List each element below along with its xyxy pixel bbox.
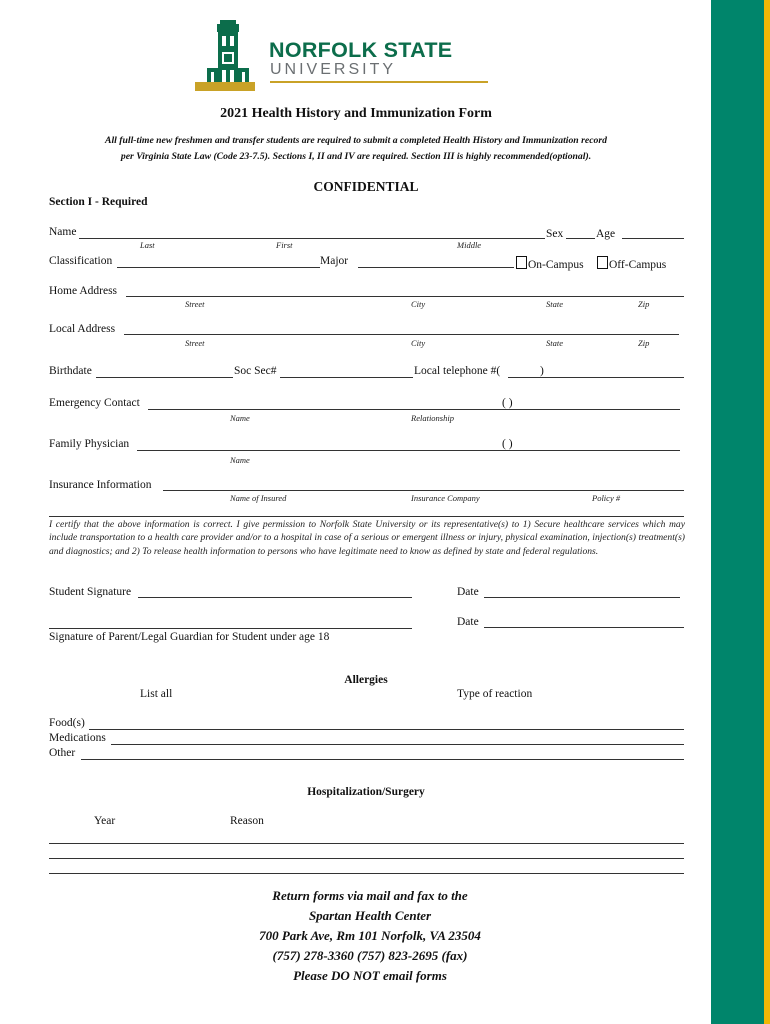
local-telephone-label: Local telephone #( [414, 365, 501, 377]
emergency-contact-field[interactable] [148, 409, 502, 410]
physician-phone-parens: ( ) [502, 438, 513, 450]
allergies-heading: Allergies [344, 674, 388, 686]
major-label: Major [320, 255, 349, 267]
local-street-sub: Street [185, 338, 205, 348]
emergency-phone-field[interactable] [502, 409, 680, 410]
intro-line-1: All full-time new freshmen and transfer students are required to submit a completed Health History and Immunization record [105, 135, 607, 146]
return-line-3: 700 Park Ave, Rm 101 Norfolk, VA 23504 [259, 928, 481, 943]
logo-gold-rule [270, 81, 488, 83]
on-campus-checkbox[interactable] [516, 256, 527, 269]
sex-label: Sex [546, 228, 564, 240]
student-signature-field[interactable] [138, 597, 412, 598]
physician-phone-field[interactable] [502, 450, 680, 451]
certify-divider [49, 516, 684, 517]
name-of-insured-sub: Name of Insured [230, 493, 287, 503]
birthdate-field[interactable] [96, 377, 233, 378]
home-state-sub: State [546, 299, 563, 309]
family-physician-field[interactable] [137, 450, 502, 451]
student-date-label: Date [457, 586, 479, 598]
policy-sub: Policy # [592, 493, 621, 503]
relationship-sub: Relationship [411, 413, 454, 423]
intro-line-2: per Virginia State Law (Code 23-7.5). Sections I, II and IV are required. Section III is highly recommended(optional). [120, 151, 592, 162]
off-campus-option[interactable] [597, 256, 666, 272]
age-field[interactable] [622, 238, 684, 239]
medications-field[interactable] [111, 744, 684, 745]
type-of-reaction-label: Type of reaction [457, 688, 533, 700]
middle-sub: Middle [457, 240, 482, 250]
logo-line1: NORFOLK STATE [269, 38, 453, 62]
parent-date-field[interactable] [484, 627, 684, 628]
local-city-sub: City [411, 338, 426, 348]
foods-field[interactable] [89, 729, 684, 730]
home-address-label: Home Address [49, 285, 118, 297]
sex-field[interactable] [566, 238, 595, 239]
insurance-company-sub: Insurance Company [411, 493, 480, 503]
local-address-field[interactable] [124, 334, 679, 335]
last-sub: Last [140, 240, 155, 250]
other-label: Other [49, 747, 76, 759]
section-1-heading: Section I - Required [49, 196, 148, 208]
list-all-label: List all [140, 688, 173, 700]
form-title: 2021 Health History and Immunization Form [220, 106, 492, 121]
soc-sec-label: Soc Sec# [234, 365, 277, 377]
parent-date-label: Date [457, 616, 479, 628]
age-label: Age [596, 228, 616, 240]
major-field[interactable] [358, 267, 514, 268]
emergency-name-sub: Name [230, 413, 250, 423]
hospitalization-line-3[interactable] [49, 873, 684, 874]
medications-label: Medications [49, 732, 106, 744]
name-field[interactable] [79, 238, 545, 239]
return-line-2: Spartan Health Center [308, 908, 432, 923]
insurance-information-label: Insurance Information [49, 479, 152, 491]
hospitalization-line-1[interactable] [49, 843, 684, 844]
home-city-sub: City [411, 299, 426, 309]
local-zip-sub: Zip [638, 338, 650, 348]
year-label: Year [94, 815, 116, 827]
local-telephone-close: ) [540, 365, 544, 377]
first-sub: First [276, 240, 293, 250]
insurance-field[interactable] [163, 490, 684, 491]
on-campus-label: On-Campus [528, 259, 584, 271]
local-state-sub: State [546, 338, 563, 348]
side-stripe-green [711, 0, 764, 1024]
logo-line2: UNIVERSITY [270, 61, 397, 78]
certify-paragraph: I certify that the above information is correct. I give permission to Norfolk State University or its representative(s) to 1) Secure healthcare services which may include transportation to a health care provider and/or to a hospital in case of a serious or emergent illness or injury, physical examination, injection(s) treatment(s) and diagnostics; and 2) To release health information to persons who have legitimate need to know as defined by state and federal regulations. [49, 519, 685, 557]
nsu-logo [191, 20, 491, 96]
other-field[interactable] [81, 759, 684, 760]
classification-label: Classification [49, 255, 113, 267]
home-street-sub: Street [185, 299, 205, 309]
student-date-field[interactable] [484, 597, 680, 598]
local-telephone-field[interactable] [508, 377, 684, 378]
tower-logo-icon [191, 20, 261, 96]
hospitalization-heading: Hospitalization/Surgery [307, 786, 425, 798]
name-label: Name [49, 226, 77, 238]
off-campus-label: Off-Campus [609, 259, 667, 271]
birthdate-label: Birthdate [49, 365, 92, 377]
off-campus-checkbox[interactable] [597, 256, 608, 269]
confidential-label: CONFIDENTIAL [313, 179, 419, 194]
return-line-4: (757) 278-3360 (757) 823-2695 (fax) [272, 948, 468, 963]
physician-name-sub: Name [230, 455, 250, 465]
reason-label: Reason [230, 815, 264, 827]
parent-signature-label: Signature of Parent/Legal Guardian for Student under age 18 [49, 631, 330, 643]
student-signature-label: Student Signature [49, 586, 132, 598]
home-zip-sub: Zip [638, 299, 650, 309]
parent-signature-field[interactable] [49, 628, 412, 629]
home-address-field[interactable] [126, 296, 684, 297]
emergency-phone-parens: ( ) [502, 397, 513, 409]
return-line-5: Please DO NOT email forms [293, 968, 447, 983]
foods-label: Food(s) [49, 717, 85, 729]
family-physician-label: Family Physician [49, 438, 130, 450]
classification-field[interactable] [117, 267, 320, 268]
emergency-contact-label: Emergency Contact [49, 397, 140, 409]
local-address-label: Local Address [49, 323, 116, 335]
return-line-1: Return forms via mail and fax to the [272, 888, 468, 903]
hospitalization-line-2[interactable] [49, 858, 684, 859]
on-campus-option[interactable] [516, 256, 584, 272]
soc-sec-field[interactable] [280, 377, 413, 378]
